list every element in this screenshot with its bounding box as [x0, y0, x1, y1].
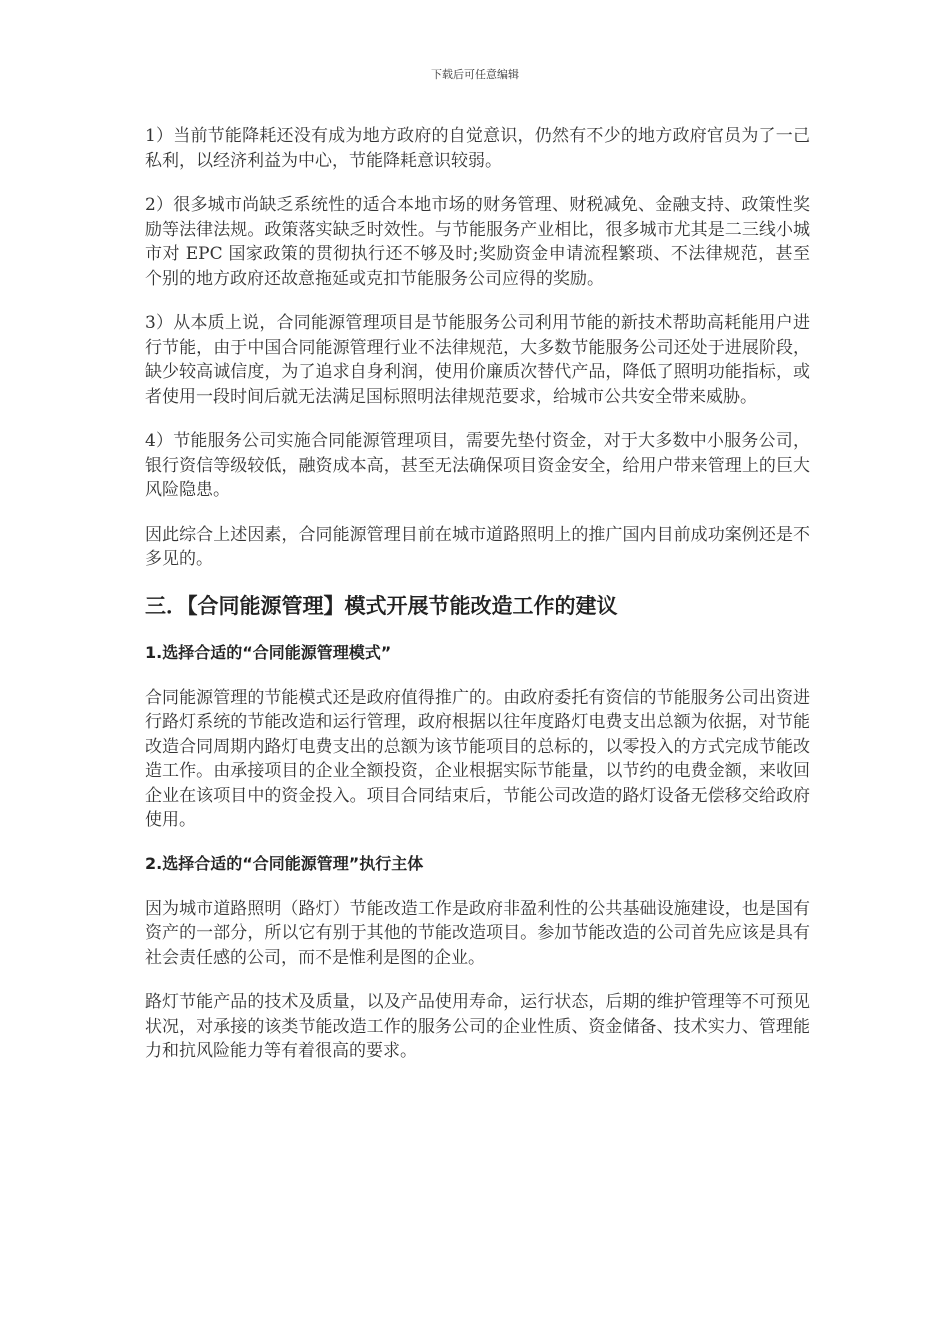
subheading-1: 1.选择合适的“合同能源管理模式”	[145, 642, 392, 662]
paragraph-sub1: 合同能源管理的节能模式还是政府值得推广的。由政府委托有资信的节能服务公司出资进行路灯系统的节能改造和运行管理，政府根据以往年度路灯电费支出总额为依据，对节能改造合同周期内路灯电费支出的总额为该节能项目的总标的，以零投入的方式完成节能改造工作。由承接项目的企业全额投资，企业根据实际节能量，以节约的电费金额，来收回企业在该项目中的资金投入。项目合同结束后，节能公司改造的路灯设备无偿移交给政府使用。	[145, 687, 810, 830]
paragraph-sub2-2: 路灯节能产品的技术及质量，以及产品使用寿命，运行状态，后期的维护管理等不可预见状况，对承接的该类节能改造工作的服务公司的企业性质、资金储备、技术实力、管理能力和抗风险能力等有着很高的要求。	[145, 992, 810, 1061]
section-heading: 三．【合同能源管理】模式开展节能改造工作的建议	[145, 593, 618, 618]
paragraph-point-2: 2）很多城市尚缺乏系统性的适合本地市场的财务管理、财税减免、金融支持、政策性奖励等法律法规。政策落实缺乏时效性。与节能服务产业相比，很多城市尤其是二三线小城市对 EPC 国家政策的贯彻执行还不够及时;奖励资金申请流程繁琐、不法律规范，甚至个别的地方政府还故意拖延或克扣节能服务公司应得的奖励。	[145, 195, 810, 289]
paragraph-point-3: 3）从本质上说，合同能源管理项目是节能服务公司利用节能的新技术帮助高耗能用户进行节能，由于中国合同能源管理行业不法律规范，大多数节能服务公司还处于进展阶段，缺少较高诚信度，为了追求自身利润，使用价廉质次替代产品，降低了照明功能指标，或者使用一段时间后就无法满足国标照明法律规范要求，给城市公共安全带来威胁。	[145, 313, 810, 407]
paragraph-point-4: 4）节能服务公司实施合同能源管理项目，需要先垫付资金，对于大多数中小服务公司，银行资信等级较低，融资成本高，甚至无法确保项目资金安全，给用户带来管理上的巨大风险隐患。	[145, 431, 810, 500]
paragraph-point-1: 1）当前节能降耗还没有成为地方政府的自觉意识，仍然有不少的地方政府官员为了一己私利，以经济利益为中心，节能降耗意识较弱。	[145, 126, 810, 171]
paragraph-sub2-1: 因为城市道路照明（路灯）节能改造工作是政府非盈利性的公共基础设施建设，也是国有资产的一部分，所以它有别于其他的节能改造项目。参加节能改造的公司首先应该是具有社会责任感的公司，而不是惟利是图的企业。	[145, 898, 810, 968]
subheading-2: 2.选择合适的“合同能源管理”执行主体	[145, 853, 424, 873]
page-header-note: 下载后可任意编辑	[431, 68, 519, 81]
document-body	[145, 124, 810, 1084]
paragraph-conclusion: 因此综合上述因素，合同能源管理目前在城市道路照明上的推广国内目前成功案例还是不多见的。	[145, 524, 810, 569]
